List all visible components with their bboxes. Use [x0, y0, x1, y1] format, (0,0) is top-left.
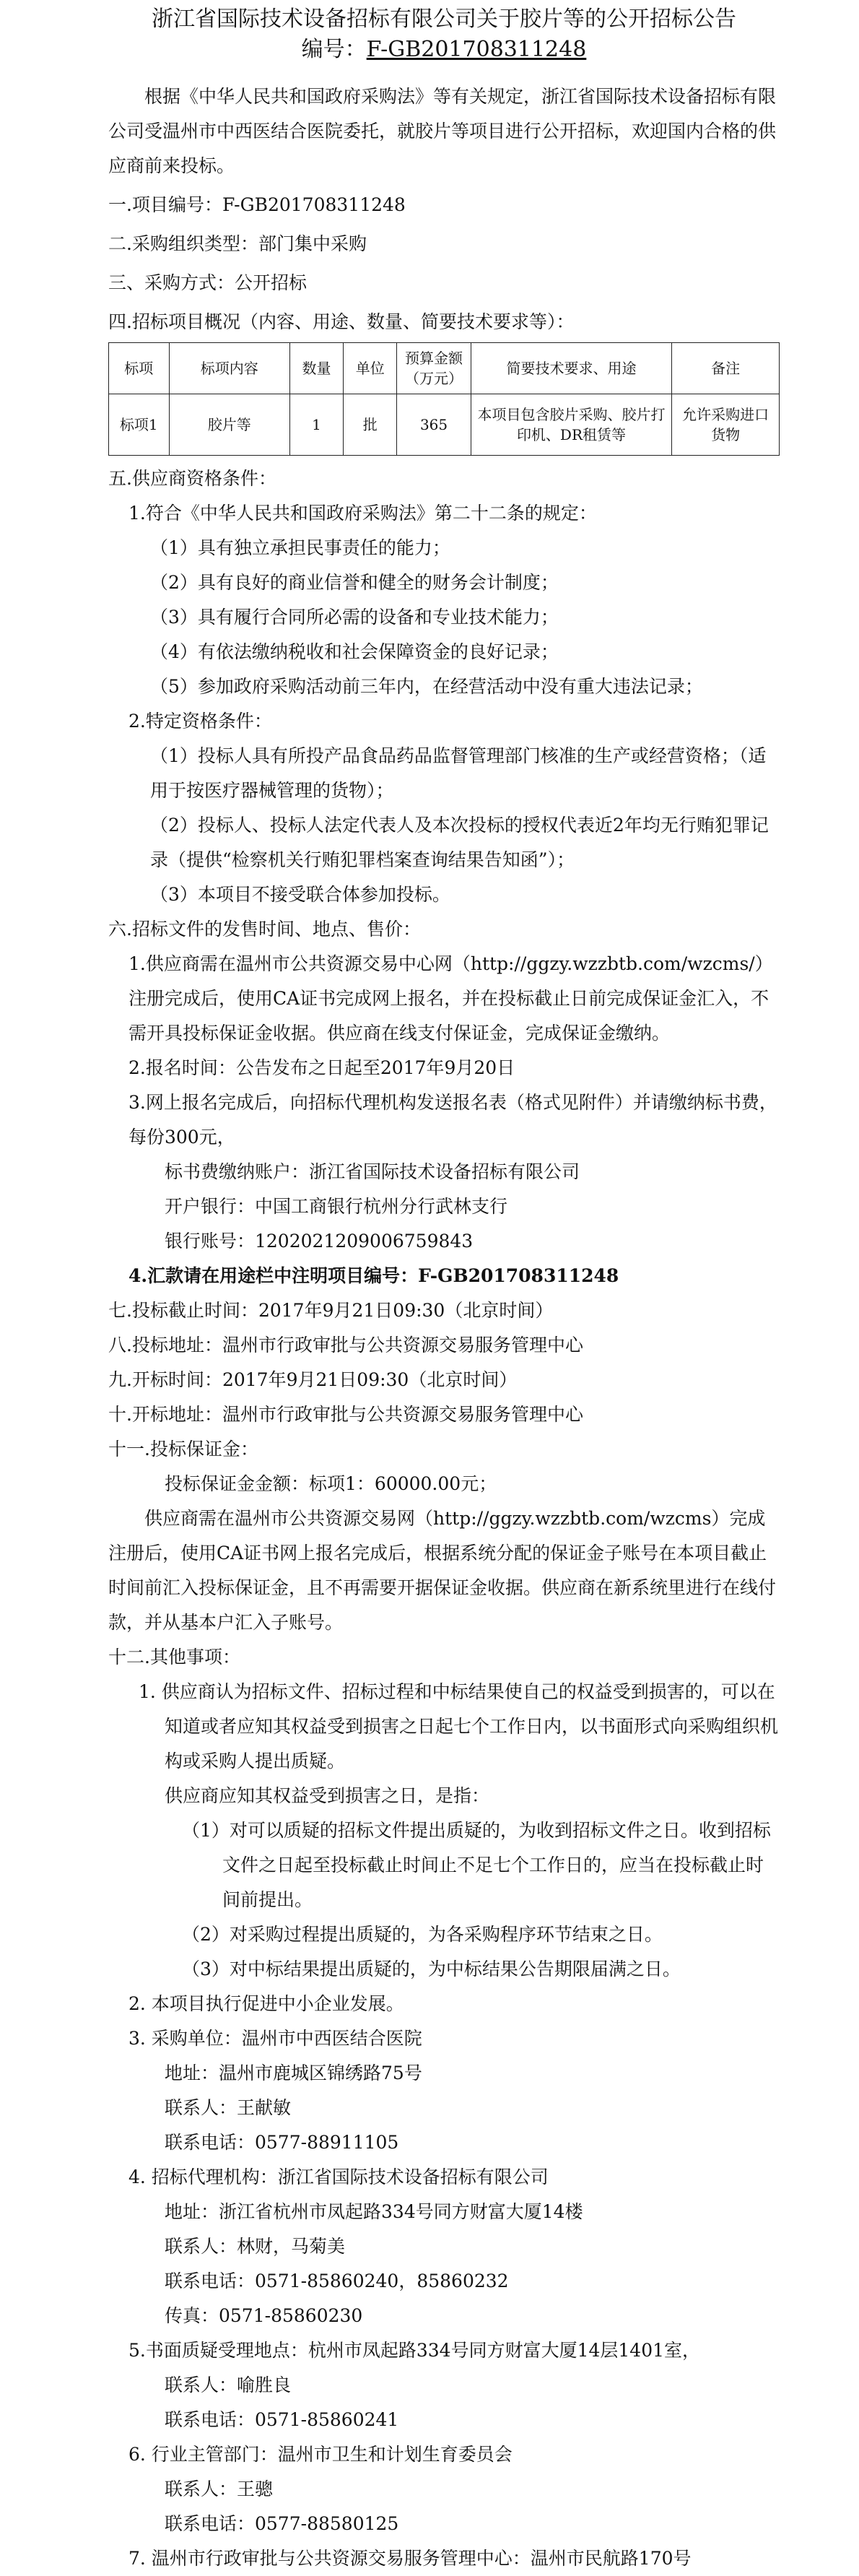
qualification-item: （4）有依法缴纳税收和社会保障资金的良好记录；: [150, 641, 559, 662]
agency-contact: 联系人：林财，马菊美: [165, 2236, 346, 2257]
table-cell: 批: [344, 394, 397, 456]
other-item-purchaser: 3. 采购单位：温州市中西医结合医院: [128, 2028, 422, 2049]
deposit-body: 供应商需在温州市公共资源交易网（http://ggzy.wzzbtb.com/wzcms）完成注册后，使用CA证书网上报名完成后，根据系统分配的保证金子账号在本项目截止时间前汇入投标保证金，且不再需要开据保证金收据。供应商在新系统里进行在线付款，并从基本户汇入子账号。: [108, 1508, 777, 1633]
section-documents-title: 六.招标文件的发售时间、地点、售价：: [108, 919, 421, 940]
announcement-number: [108, 35, 780, 65]
documents-fee: 3.网上报名完成后，向招标代理机构发送报名表（格式见附件）并请缴纳标书费，每份300元，: [128, 1092, 777, 1148]
other-item-objection: 1. 供应商认为招标文件、招标过程和中标结果使自己的权益受到损害的，可以在知道或者应知其权益受到损害之日起七个工作日内，以书面形式向采购组织机构或采购人提出质疑。: [139, 1681, 779, 1771]
objection-item: （1）对可以质疑的招标文件提出质疑的，为收到招标文件之日。收到招标文件之日起至投标截止时间止不足七个工作日的，应当在投标截止时间前提出。: [182, 1820, 771, 1910]
fee-bank: 开户银行：中国工商银行杭州分行武林支行: [165, 1196, 508, 1217]
other-item-service-center: 7. 温州市行政审批与公共资源交易服务管理中心：温州市民航路170号: [128, 2548, 692, 2569]
project-table: [108, 342, 780, 456]
objection-item: （3）对中标结果提出质疑的，为中标结果公告期限届满之日。: [182, 1959, 681, 1979]
qualification-item: （5）参加政府采购活动前三年内，在经营活动中没有重大违法记录；: [150, 676, 703, 697]
purchaser-address: 地址：温州市鹿城区锦绣路75号: [165, 2063, 422, 2083]
number-label: 编号：: [301, 37, 367, 62]
table-header-cell: 预算金额（万元）: [397, 343, 471, 394]
section-other-title: 十二.其他事项：: [108, 1647, 240, 1668]
table-cell: 允许采购进口货物: [672, 394, 780, 456]
intro-paragraph: 根据《中华人民共和国政府采购法》等有关规定，浙江省国际技术设备招标有限公司受温州市中西医结合医院委托，就胶片等项目进行公开招标，欢迎国内合格的供应商前来投标。: [108, 86, 777, 176]
section-opening-time: 九.开标时间：2017年9月21日09:30（北京时间）: [108, 1369, 518, 1390]
number-code: F-GB201708311248: [366, 37, 587, 62]
deposit-amount: 投标保证金金额：标项1：60000.00元；: [165, 1473, 497, 1494]
objection-date-note: 供应商应知其权益受到损害之日，是指：: [165, 1785, 490, 1806]
table-header-cell: 标项内容: [169, 343, 289, 394]
announcement-page: [0, 4, 859, 2569]
qualification-specific: 2.特定资格条件：: [128, 711, 272, 732]
qualification-general: 1.符合《中华人民共和国政府采购法》第二十二条的规定：: [128, 503, 597, 524]
table-row: [109, 394, 780, 456]
qualification-specific-item: （1）投标人具有所投产品食品药品监督管理部门核准的生产或经营资格；（适用于按医疗器械管理的货物）；: [150, 745, 767, 801]
fee-account-number: 银行账号：1202021209006759843: [165, 1231, 474, 1252]
other-item-objection-office: 5.书面质疑受理地点：杭州市凤起路334号同方财富大厦14层1401室，: [128, 2340, 701, 2361]
section-opening-address: 十.开标地址：温州市行政审批与公共资源交易服务管理中心: [108, 1404, 583, 1425]
objection-office-contact: 联系人：喻胜良: [165, 2375, 292, 2395]
agency-phone: 联系电话：0571-85860240，85860232: [165, 2271, 509, 2291]
objection-office-phone: 联系电话：0571-85860241: [165, 2409, 399, 2430]
table-header-cell: 数量: [289, 343, 343, 394]
other-item-sme: 2. 本项目执行促进中小企业发展。: [128, 1993, 404, 2014]
table-cell: 本项目包含胶片采购、胶片打印机、DR租赁等: [471, 394, 672, 456]
section-project-number: 一.项目编号：F-GB201708311248: [108, 194, 406, 215]
qualification-item: （1）具有独立承担民事责任的能力；: [150, 537, 450, 558]
table-header-cell: 备注: [672, 343, 780, 394]
table-header-cell: 标项: [109, 343, 170, 394]
other-item-authority: 6. 行业主管部门：温州市卫生和计划生育委员会: [128, 2444, 513, 2465]
documents-registration-time: 2.报名时间：公告发布之日起至2017年9月20日: [128, 1057, 515, 1078]
purchaser-contact: 联系人：王献敏: [165, 2097, 292, 2118]
authority-contact: 联系人：王骢: [165, 2479, 274, 2499]
qualification-item: （2）具有良好的商业信誉和健全的财务会计制度；: [150, 572, 559, 593]
table-header-cell: 单位: [344, 343, 397, 394]
agency-address: 地址：浙江省杭州市凤起路334号同方财富大厦14楼: [165, 2201, 583, 2222]
table-cell: 365: [397, 394, 471, 456]
table-cell: 胶片等: [169, 394, 289, 456]
section-bid-address: 八.投标地址：温州市行政审批与公共资源交易服务管理中心: [108, 1335, 583, 1356]
section-procurement-method: 三、采购方式：公开招标: [108, 272, 308, 293]
table-header-row: [109, 343, 780, 394]
table-cell: 标项1: [109, 394, 170, 456]
qualification-specific-item: （2）投标人、投标人法定代表人及本次投标的授权代表近2年均无行贿犯罪记录（提供“检察机关行贿犯罪档案查询结果告知函”）；: [150, 815, 769, 870]
section-deposit-title: 十一.投标保证金：: [108, 1439, 258, 1460]
qualification-item: （3）具有履行合同所必需的设备和专业技术能力；: [150, 607, 559, 628]
section-organization-type: 二.采购组织类型：部门集中采购: [108, 233, 367, 254]
agency-fax: 传真：0571-85860230: [165, 2305, 363, 2326]
page-title: 浙江省国际技术设备招标有限公司关于胶片等的公开招标公告: [152, 6, 736, 32]
fee-account: 标书费缴纳账户：浙江省国际技术设备招标有限公司: [165, 1161, 580, 1182]
section-bid-deadline: 七.投标截止时间：2017年9月21日09:30（北京时间）: [108, 1300, 554, 1321]
other-item-agency: 4. 招标代理机构：浙江省国际技术设备招标有限公司: [128, 2167, 549, 2187]
purchaser-phone: 联系电话：0577-88911105: [165, 2132, 399, 2153]
authority-phone: 联系电话：0577-88580125: [165, 2513, 399, 2534]
table-cell: 1: [289, 394, 343, 456]
remittance-note: 4.汇款请在用途栏中注明项目编号：F-GB201708311248: [128, 1265, 619, 1286]
objection-item: （2）对采购过程提出质疑的，为各采购程序环节结束之日。: [182, 1924, 663, 1945]
table-header-cell: 简要技术要求、用途: [471, 343, 672, 394]
section-qualifications-title: 五.供应商资格条件：: [108, 468, 276, 489]
section-project-overview: 四.招标项目概况（内容、用途、数量、简要技术要求等）：: [108, 311, 575, 332]
documents-registration: 1.供应商需在温州市公共资源交易中心网（http://ggzy.wzzbtb.com/wzcms/）注册完成后，使用CA证书完成网上报名，并在投标截止日前完成保证金汇入，不需开具投标保证金收据。供应商在线支付保证金，完成保证金缴纳。: [128, 953, 773, 1044]
qualification-specific-item: （3）本项目不接受联合体参加投标。: [150, 884, 450, 905]
